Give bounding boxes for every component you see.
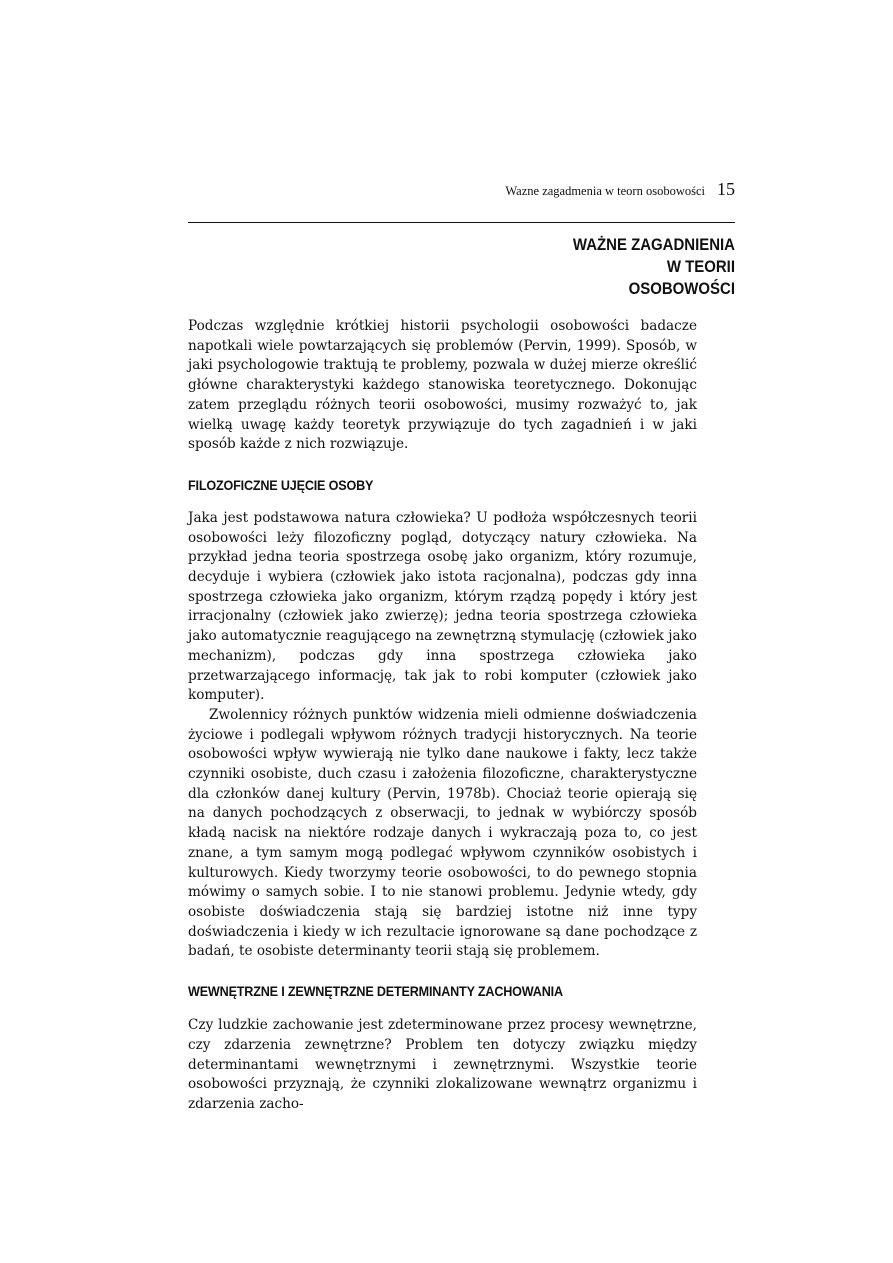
section-heading: WEWNĘTRZNE I ZEWNĘTRZNE DETERMINANTY ZACHOWANIA	[188, 983, 563, 1000]
header-rule	[188, 222, 735, 223]
body-text	[188, 317, 697, 1115]
chapter-title-line: W TEORII	[666, 257, 735, 276]
section-heading: FILOZOFICZNE UJĘCIE OSOBY	[188, 476, 374, 493]
paragraph: Czy ludzkie zachowanie jest zdeterminowane przez procesy wewnętrzne, czy zdarzenia zewnętrzne? Problem ten dotyczy związku między determinantami wewnętrznymi i zewnętrznymi. Wszystkie teorie osobowości przyznają, że czynniki zlokalizowane wewnątrz organizmu i zdarzenia zacho-	[188, 1017, 697, 1112]
page-number: 15	[717, 179, 735, 199]
paragraph: Zwolennicy różnych punktów widzenia mieli odmienne doświadczenia życiowe i podlegali wpływom różnych tradycji historycznych. Na teorie osobowości wpływ wywierają nie tylko dane naukowe i fakty, lecz także czynniki osobiste, duch czasu i założenia filozoficzne, charakterystyczne dla członków danej kultury (Pervin, 1978b). Chociaż teorie opierają się na danych pochodzących z obserwacji, to jednak w wybiórczy sposób kładą nacisk na niektóre rodzaje danych i wykraczają poza to, co jest znane, a tym samym mogą podlegać wpływom czynników osobistych i kulturowych. Kiedy tworzymy teorie osobowości, to do pewnego stopnia mówimy o samych sobie. I to nie stanowi problemu. Jedynie wtedy, gdy osobiste doświadczenia stają się bardziej istotne niż inne typy doświadczenia i kiedy w ich rezultacie ignorowane są dane pochodzące z badań, te osobiste determinanty teorii stają się problemem.	[188, 706, 697, 960]
intro-paragraph: Podczas względnie krótkiej historii psychologii osobowości badacze napotkali wiele powtarzających się problemów (Pervin, 1999). Sposób, w jaki psychologowie traktują te problemy, pozwala w dużej mierze określić główne charakterystyki każdego stanowiska teoretycznego. Dokonując zatem przeglądu różnych teorii osobowości, musimy rozważyć to, jak wielką uwagę każdy teoretyk przywiązuje do tych zagadnień i w jaki sposób każde z nich rozwiązuje.	[188, 318, 697, 453]
chapter-title-line: WAŻNE ZAGADNIENIA	[572, 235, 735, 254]
chapter-title	[471, 234, 735, 300]
chapter-title-line: OSOBOWOŚCI	[628, 279, 735, 298]
running-head	[505, 179, 735, 200]
paragraph: Jaka jest podstawowa natura człowieka? U podłoża współczesnych teorii osobowości leży filozoficzny pogląd, dotyczący natury człowieka. Na przykład jedna teoria spostrzega osobę jako organizm, który rozumuje, decyduje i wybiera (człowiek jako istota racjonalna), podczas gdy inna spostrzega człowieka jako organizm, którym rządzą popędy i który jest irracjonalny (człowiek jako zwierzę); jedna teoria spostrzega człowieka jako automatycznie reagującego na zewnętrzną stymulację (człowiek jako mechanizm), podczas gdy inna spostrzega człowieka jako przetwarzającego informację, tak jak to robi komputer (człowiek jako komputer).	[188, 509, 697, 704]
running-title: Wazne zagadmenia w teorn osobowości	[505, 184, 705, 198]
